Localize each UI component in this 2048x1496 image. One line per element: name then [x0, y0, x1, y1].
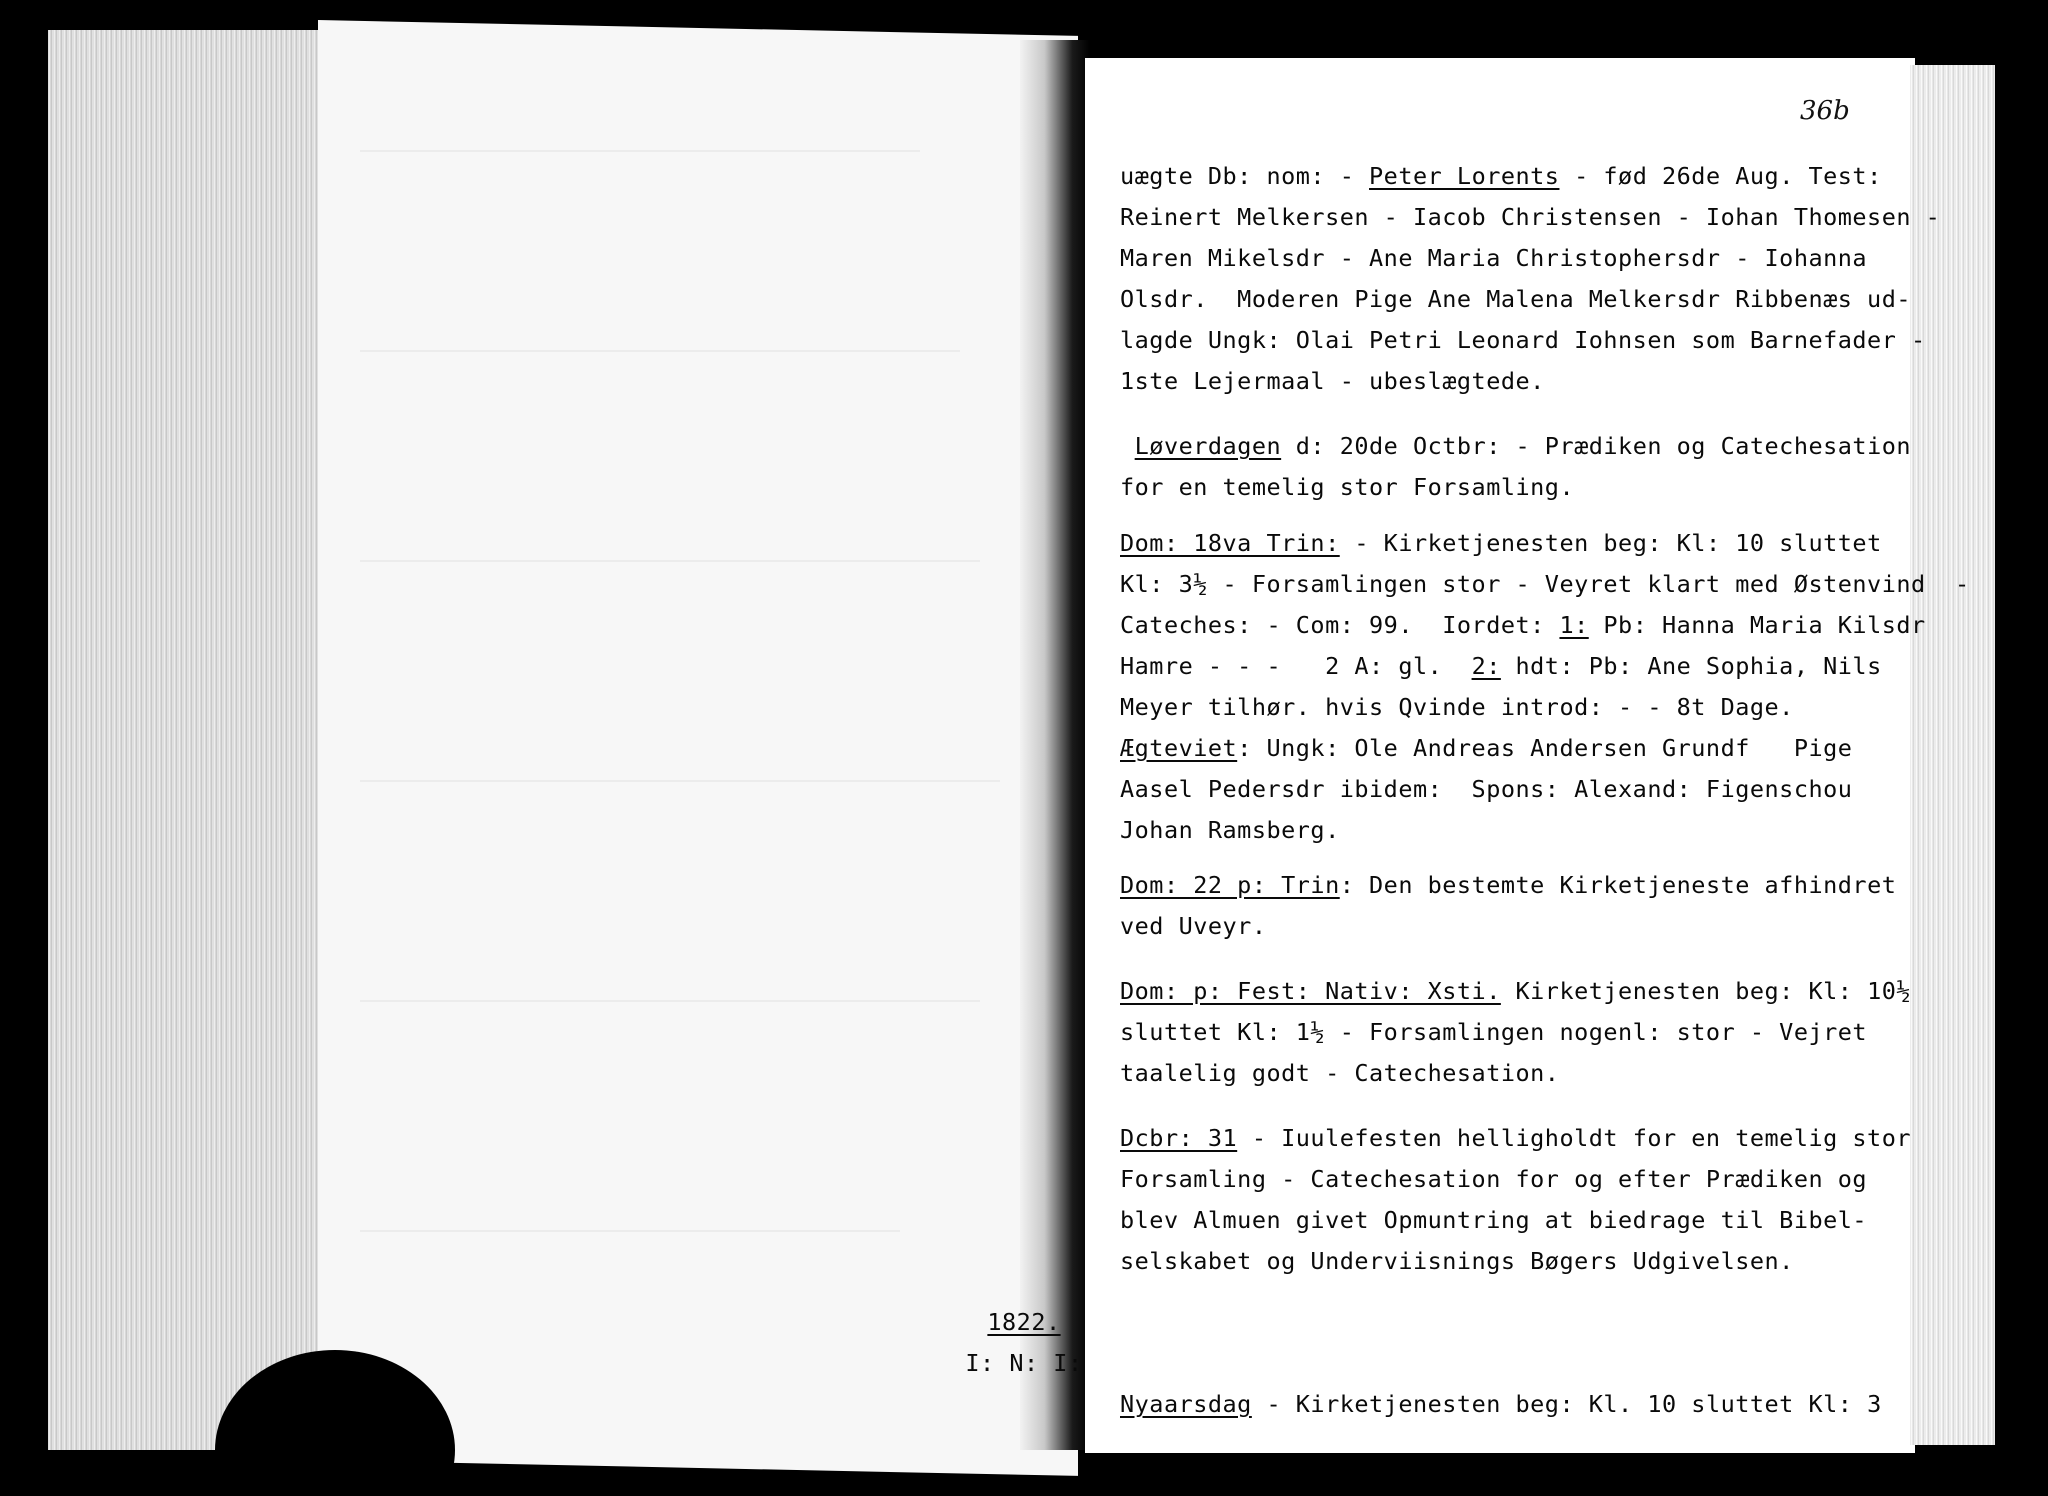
right-page-edges: [1910, 65, 1995, 1445]
underlined-text: 2:: [1471, 652, 1501, 680]
text-segment: I: N: I:: [965, 1349, 1083, 1377]
text-line: [1120, 570, 1970, 598]
underlined-text: Løverdagen: [1134, 432, 1282, 460]
text-segment: taalelig godt - Catechesation.: [1120, 1059, 1560, 1087]
book-gutter: [1020, 40, 1090, 1450]
text-line: [1120, 1206, 1867, 1234]
text-line: [1120, 912, 1266, 940]
text-segment: Kl: 3½ - Forsamlingen stor - Veyret klart med Østenvind -: [1120, 570, 1970, 598]
text-line: [1120, 1247, 1794, 1275]
text-line: [0, 1349, 2048, 1377]
bleed-through-text: [360, 350, 960, 352]
underlined-text: Dom: 18va Trin:: [1120, 529, 1340, 557]
text-line: [1120, 611, 1926, 639]
text-line: [1120, 432, 1911, 460]
text-segment: sluttet Kl: 1½ - Forsamlingen nogenl: stor - Vejret: [1120, 1018, 1868, 1046]
text-segment: Cateches: - Com: 99. Iordet:: [1120, 611, 1560, 639]
text-line: [1120, 529, 1882, 557]
underlined-text: Ægteviet: [1120, 734, 1238, 762]
text-segment: Kirketjenesten beg: Kl: 10½: [1500, 977, 1912, 1005]
text-segment: uægte Db: nom: -: [1120, 162, 1370, 190]
underlined-text: Dom: p: Fest: Nativ: Xsti.: [1120, 977, 1501, 1005]
text-segment: : Den bestemte Kirketjeneste afhindret: [1339, 871, 1897, 899]
text-line: [1120, 1390, 1882, 1418]
text-line: [1120, 1124, 1911, 1152]
text-segment: lagde Ungk: Olai Petri Leonard Iohnsen som Barnefader -: [1120, 326, 1926, 354]
text-segment: - fød 26de Aug. Test:: [1559, 162, 1882, 190]
text-line: [1120, 775, 1852, 803]
text-line: [1120, 1165, 1867, 1193]
text-segment: Hamre - - - 2 A: gl.: [1120, 652, 1472, 680]
bleed-through-text: [360, 1230, 900, 1232]
bleed-through-text: [360, 1000, 980, 1002]
underlined-text: Dcbr: 31: [1120, 1124, 1238, 1152]
text-segment: - Kirketjenesten beg: Kl. 10 sluttet Kl: 3: [1251, 1390, 1882, 1418]
bleed-through-text: [360, 780, 1000, 782]
underlined-text: 1:: [1559, 611, 1589, 639]
text-segment: Reinert Melkersen - Iacob Christensen - Iohan Thomesen -: [1120, 203, 1941, 231]
text-segment: - Iuulefesten helligholdt for en temelig stor: [1237, 1124, 1912, 1152]
text-segment: : Ungk: Ole Andreas Andersen Grundf Pige: [1237, 734, 1853, 762]
underlined-text: Peter Lorents: [1369, 162, 1560, 190]
text-line: [0, 1308, 2048, 1336]
text-segment: hdt: Pb: Ane Sophia, Nils: [1500, 652, 1882, 680]
text-segment: blev Almuen givet Opmuntring at biedrage til Bibel-: [1120, 1206, 1868, 1234]
bleed-through-text: [360, 560, 980, 562]
text-segment: ved Uveyr.: [1120, 912, 1267, 940]
page-number: 36b: [1800, 96, 1850, 126]
text-line: [1120, 977, 1911, 1005]
text-line: [1120, 244, 1867, 272]
text-line: [1120, 203, 1940, 231]
text-line: [1120, 1059, 1559, 1087]
text-segment: d: 20de Octbr: - Prædiken og Catechesation: [1281, 432, 1912, 460]
text-line: [1120, 734, 1852, 762]
text-line: [1120, 693, 1794, 721]
text-line: [1120, 367, 1545, 395]
text-line: [1120, 162, 1882, 190]
text-line: [1120, 473, 1574, 501]
text-segment: Aasel Pedersdr ibidem: Spons: Alexand: Figenschou: [1120, 775, 1853, 803]
text-segment: Forsamling - Catechesation for og efter Prædiken og: [1120, 1165, 1868, 1193]
text-segment: Maren Mikelsdr - Ane Maria Christophersdr - Iohanna: [1120, 244, 1868, 272]
text-segment: - Kirketjenesten beg: Kl: 10 sluttet: [1339, 529, 1882, 557]
text-segment: Pb: Hanna Maria Kilsdr: [1588, 611, 1926, 639]
text-segment: selskabet og Underviisnings Bøgers Udgivelsen.: [1120, 1247, 1794, 1275]
text-segment: Johan Ramsberg.: [1120, 816, 1340, 844]
text-segment: Olsdr. Moderen Pige Ane Malena Melkersdr Ribbenæs ud-: [1120, 285, 1912, 313]
text-segment: Meyer tilhør. hvis Qvinde introd: - - 8t Dage.: [1120, 693, 1794, 721]
text-line: [1120, 871, 1896, 899]
text-segment: for en temelig stor Forsamling.: [1120, 473, 1575, 501]
text-line: [1120, 816, 1340, 844]
underlined-text: Dom: 22 p: Trin: [1120, 871, 1340, 899]
underlined-text: Nyaarsdag: [1120, 1390, 1252, 1418]
text-segment: 1ste Lejermaal - ubeslægtede.: [1120, 367, 1545, 395]
text-line: [1120, 326, 1926, 354]
left-page-faded: [318, 20, 1078, 1476]
text-line: [1120, 1018, 1867, 1046]
text-segment: [1120, 432, 1135, 460]
bleed-through-text: [360, 150, 920, 152]
text-line: [1120, 652, 1882, 680]
underlined-text: 1822.: [987, 1308, 1061, 1336]
text-line: [1120, 285, 1911, 313]
left-page-edges: [48, 30, 348, 1450]
